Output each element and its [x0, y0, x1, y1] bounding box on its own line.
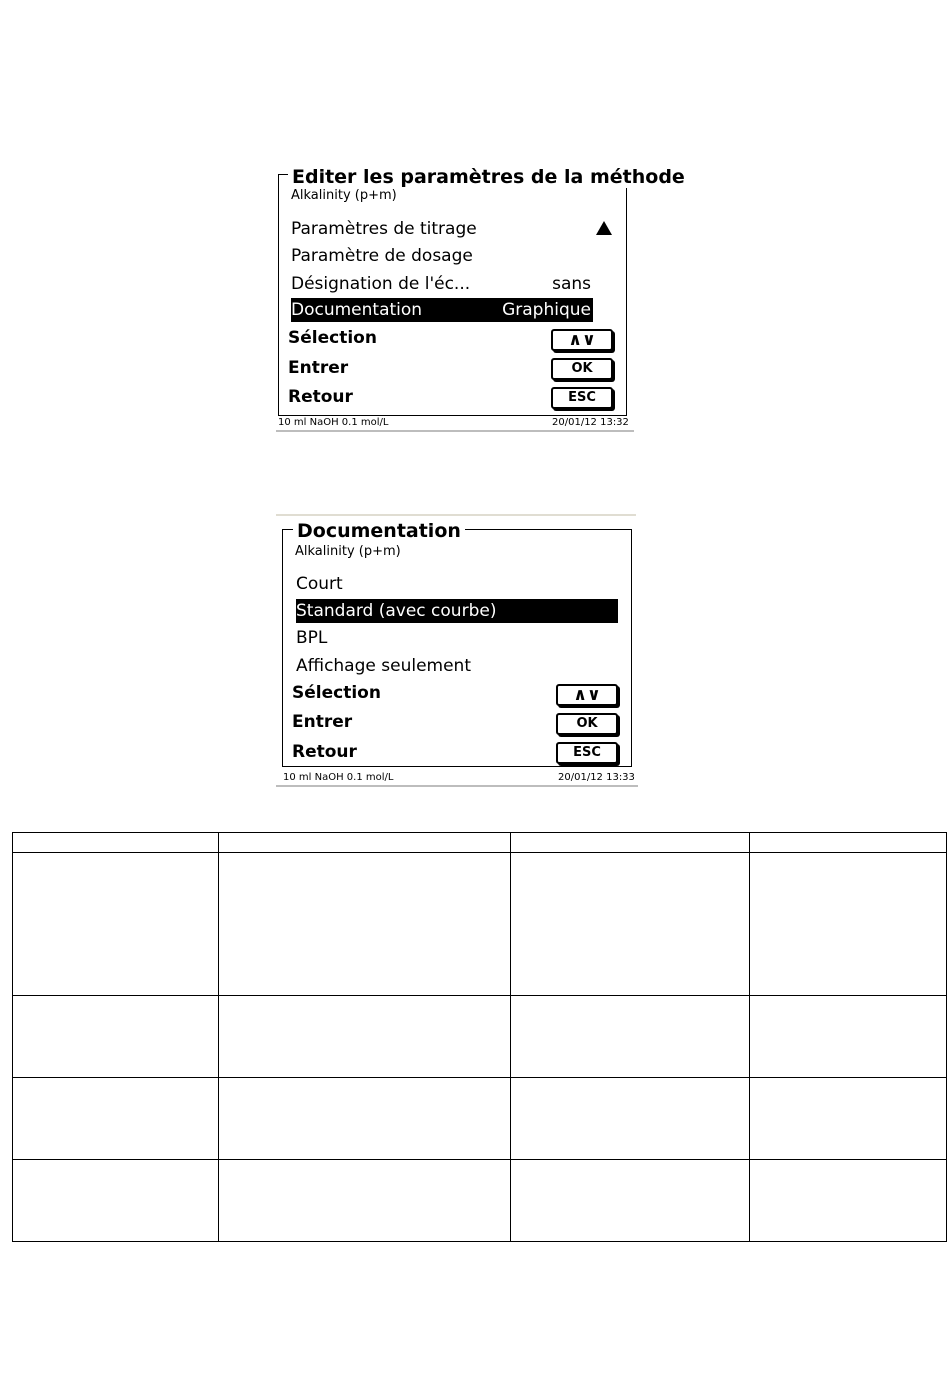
frame-bottom-border	[278, 415, 627, 416]
status-bar-reagent: 10 ml NaOH 0.1 mol/L	[278, 417, 389, 428]
option-label: Affichage seulement	[296, 656, 471, 676]
menu-item-value: sans	[552, 274, 591, 294]
menu-item-label: Paramètre de dosage	[291, 246, 473, 266]
frame-left-border	[278, 174, 279, 416]
menu-item-value: Graphique	[502, 300, 591, 320]
table-cell	[750, 1160, 947, 1242]
table-cell	[511, 1078, 750, 1160]
table-cell	[219, 1160, 511, 1242]
frame-left-border	[282, 529, 283, 766]
table-cell	[219, 1078, 511, 1160]
table-cell	[511, 1160, 750, 1242]
enter-label: Entrer	[292, 712, 353, 732]
status-bar-datetime: 20/01/12 13:33	[558, 772, 635, 783]
table-row	[13, 996, 947, 1078]
back-label: Retour	[288, 387, 353, 407]
method-parameters-screen	[276, 166, 685, 432]
table-row	[13, 1078, 947, 1160]
option-label: Court	[296, 574, 343, 594]
menu-item-dosing-parameter[interactable]	[291, 244, 593, 268]
up-triangle-icon	[596, 221, 612, 235]
table-header-cell	[219, 833, 511, 853]
method-name: Alkalinity (p+m)	[295, 544, 401, 559]
table-cell	[219, 996, 511, 1078]
status-bar-datetime: 20/01/12 13:32	[552, 417, 629, 428]
menu-item-label: Documentation	[291, 300, 423, 320]
screen-title: Documentation	[293, 520, 465, 542]
documentation-screen	[276, 512, 638, 788]
back-label: Retour	[292, 742, 357, 762]
screen-top-line	[276, 514, 636, 516]
table-row	[13, 1160, 947, 1242]
option-bpl[interactable]	[296, 626, 618, 650]
option-standard[interactable]	[296, 599, 618, 623]
table-cell	[13, 996, 219, 1078]
menu-item-documentation[interactable]	[291, 298, 593, 322]
option-label: BPL	[296, 628, 328, 648]
frame-right-border	[631, 529, 632, 766]
enter-label: Entrer	[288, 358, 349, 378]
frame-bottom-border	[282, 766, 632, 767]
selection-label: Sélection	[288, 328, 377, 348]
table-cell	[750, 853, 947, 996]
table-header-cell	[13, 833, 219, 853]
status-bar-bottom-line	[276, 430, 634, 432]
table-cell	[13, 1078, 219, 1160]
parameter-table	[12, 832, 947, 1242]
up-down-arrows-key[interactable]: ∧∨	[551, 329, 613, 351]
status-bar-bottom-line	[276, 785, 638, 787]
screen-title: Editer les paramètres de la méthode	[288, 166, 636, 188]
table-cell	[511, 996, 750, 1078]
menu-item-label: Désignation de l'éc...	[291, 274, 471, 294]
status-bar-reagent: 10 ml NaOH 0.1 mol/L	[283, 772, 394, 783]
method-name: Alkalinity (p+m)	[291, 188, 397, 203]
table-cell	[750, 996, 947, 1078]
up-down-arrows-key[interactable]: ∧∨	[556, 684, 618, 706]
ok-key[interactable]: OK	[556, 713, 618, 735]
ok-key[interactable]: OK	[551, 358, 613, 380]
option-label: Standard (avec courbe)	[296, 601, 497, 621]
table-cell	[511, 853, 750, 996]
menu-item-sample-designation[interactable]	[291, 272, 593, 296]
option-display-only[interactable]	[296, 654, 618, 678]
selection-label: Sélection	[292, 683, 381, 703]
table-header-cell	[511, 833, 750, 853]
table-cell	[219, 853, 511, 996]
table-row	[13, 853, 947, 996]
table-cell	[13, 853, 219, 996]
option-court[interactable]	[296, 572, 618, 596]
menu-item-titration-parameters[interactable]	[291, 217, 593, 241]
frame-right-border	[626, 174, 627, 416]
esc-key[interactable]: ESC	[551, 387, 613, 409]
menu-item-label: Paramètres de titrage	[291, 219, 477, 239]
table-cell	[750, 1078, 947, 1160]
table-header-cell	[750, 833, 947, 853]
esc-key[interactable]: ESC	[556, 742, 618, 764]
table-header-row	[13, 833, 947, 853]
table-cell	[13, 1160, 219, 1242]
